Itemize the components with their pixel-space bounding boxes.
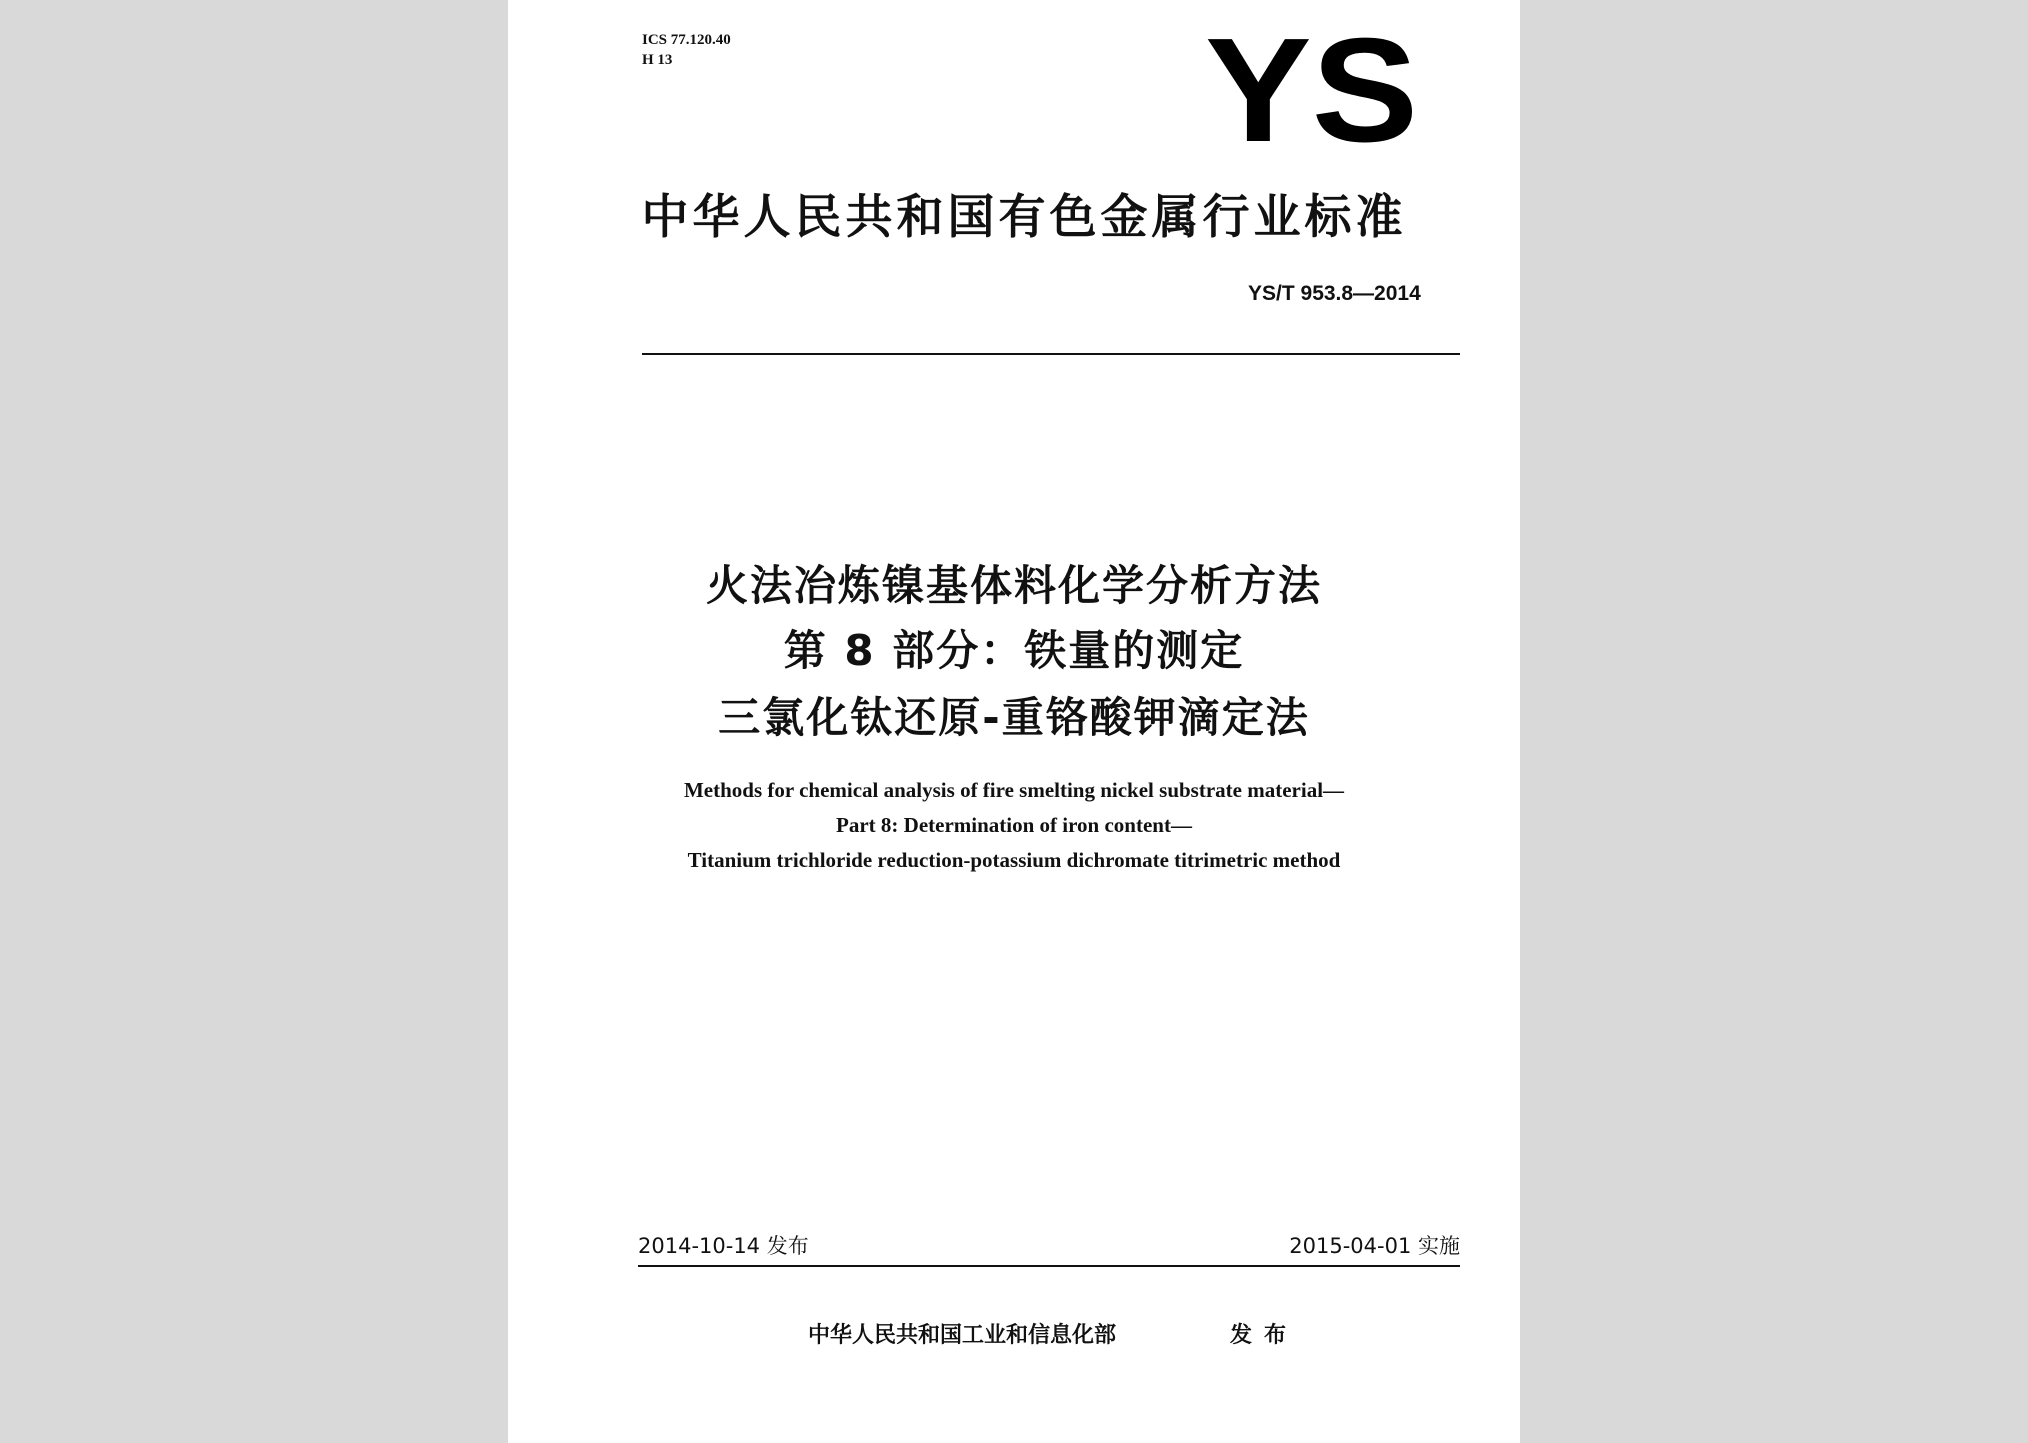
title-cn-line1: 火法冶炼镍基体料化学分析方法 [705,561,1322,610]
title-cn-line2: 第 8 部分：铁量的测定 [783,626,1245,675]
implementation-date: 2015-04-01 实施 [1289,1234,1460,1258]
ics-code: ICS 77.120.40 [642,32,731,48]
standard-name: 中华人民共和国有色金属行业标准 [641,190,1407,245]
title-en-line2: Part 8: Determination of iron content— [836,813,1192,837]
title-en-line1: Methods for chemical analysis of fire smelting nickel substrate material— [683,778,1345,802]
issue-date: 2014-10-14 发布 [638,1234,809,1258]
standard-code: YS/T 953.8—2014 [1248,282,1421,305]
classification-code: H 13 [642,52,673,68]
ys-logo: YS [1205,8,1419,173]
publish-label: 发布 [1230,1323,1299,1348]
bottom-divider [638,1265,1460,1267]
document-page [508,0,1520,1443]
title-cn-line3: 三氯化钛还原-重铬酸钾滴定法 [718,693,1310,742]
classification-block [642,30,731,70]
title-en-line3: Titanium trichloride reduction-potassium dichromate titrimetric method [687,848,1341,872]
publisher: 中华人民共和国工业和信息化部 [808,1323,1117,1348]
top-divider [642,353,1460,355]
